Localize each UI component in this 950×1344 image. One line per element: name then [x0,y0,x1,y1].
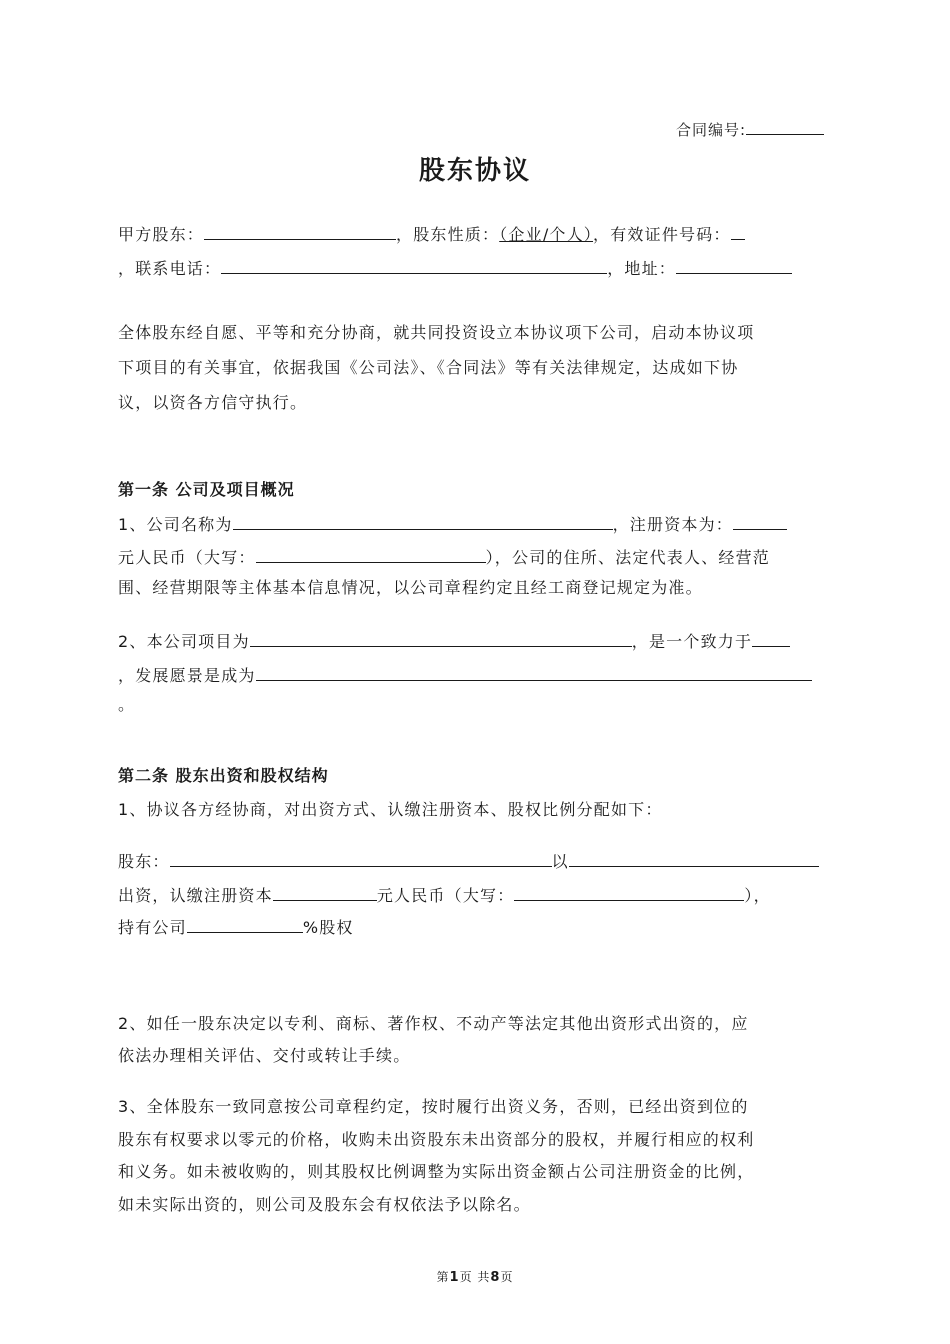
article-1-p1-line-2 [118,546,770,568]
party-line-2 [118,257,792,279]
equity-percent-blank [187,916,303,933]
article-1-p2-line-3: 。 [118,695,136,714]
total-pages: 8 [490,1270,501,1285]
equity-label: 持有公司 [118,918,187,937]
shareholder-line-3 [118,916,354,938]
address-blank [676,257,792,274]
article-1-p2-line-1 [118,630,790,652]
intro-line-3: 议，以资各方信守执行。 [118,393,308,412]
intro-line-2: 下项目的有关事宜，依据我国《公司法》、《合同法》等有关法律规定，达成如下协 [118,358,739,377]
footer-middle: 页 共 [459,1270,491,1284]
article-2-p1: 1、协议各方经协商，对出资方式、认缴注册资本、股权比例分配如下： [118,800,663,819]
article-1-p1-line-1 [118,513,787,535]
committed-to-label: ，是一个致力于 [631,632,753,651]
article-2-heading: 第二条 股东出资和股权结构 [118,766,329,785]
shareholder-label: 股东： [118,852,170,871]
capital-in-words-label: 元人民币（大写： [118,548,256,567]
shareholder-line-2 [118,884,771,906]
vision-blank [256,664,812,681]
contract-number-blank [746,118,824,135]
intro-line-1: 全体股东经自愿、平等和充分协商，就共同投资设立本协议项下公司，启动本协议项 [118,323,755,342]
article-2-p2-line-2: 依法办理相关评估、交付或转让手续。 [118,1046,411,1065]
page-footer [0,1268,950,1285]
party-a-label: 甲方股东： [118,225,205,244]
article-1-p2-line-2 [118,664,812,686]
shareholder-nature-label: ，股东性质： [396,225,500,244]
contract-number-field [676,118,824,140]
phone-blank [221,257,607,274]
company-name-label: 1、公司名称为 [118,515,233,534]
capital-in-words-blank [256,546,486,563]
shareholder-line-2-end: ）， [744,886,771,905]
id-number-label: ，有效证件号码： [593,225,731,244]
footer-prefix: 第 [436,1270,450,1284]
article-2-p3-line-1: 3、全体股东一致同意按公司章程约定，按时履行出资义务，否则，已经出资到位的 [118,1097,749,1116]
subscribed-capital-words-label: 元人民币（大写： [376,886,515,905]
subscribed-capital-words-blank [514,884,744,901]
registered-capital-label: ，注册资本为： [612,515,733,534]
page-number: 1 [449,1270,460,1285]
project-label: 2、本公司项目为 [118,632,250,651]
committed-to-blank [752,630,790,647]
id-number-blank [731,223,745,240]
vision-label: ，发展愿景是成为 [118,666,256,685]
contribution-form-blank [569,850,819,867]
document-title: 股东协议 [418,156,531,186]
article-2-p2-line-1: 2、如任一股东决定以专利、商标、著作权、不动产等法定其他出资形式出资的，应 [118,1014,749,1033]
phone-label: ，联系电话： [118,259,222,278]
article-2-p3-line-4: 如未实际出资的，则公司及股东会有权依法予以除名。 [118,1195,531,1214]
shareholder-name-blank [170,850,552,867]
address-label: ，地址： [607,259,677,278]
article-2-p3-line-2: 股东有权要求以零元的价格，收购未出资股东未出资部分的股权，并履行相应的权利 [118,1130,755,1149]
project-blank [250,630,632,647]
party-line-1 [118,223,745,245]
footer-suffix: 页 [500,1270,514,1284]
article-1-p1-text: ），公司的住所、法定代表人、经营范 [485,548,771,567]
shareholder-line-1 [118,850,819,872]
equity-suffix: %股权 [302,918,354,937]
shareholder-nature-value: （企业/个人） [499,225,594,244]
subscribed-capital-label: 出资，认缴注册资本 [118,886,273,905]
article-1-p1-line-3: 围、经营期限等主体基本信息情况，以公司章程约定且经工商登记规定为准。 [118,578,703,597]
contribution-form-label: 以 [551,852,569,871]
party-a-name-blank [204,223,396,240]
contract-number-label: 合同编号: [676,121,747,139]
article-1-heading: 第一条 公司及项目概况 [118,480,295,499]
subscribed-capital-blank [273,884,377,901]
company-name-blank [233,513,613,530]
registered-capital-blank [733,513,787,530]
article-2-p3-line-3: 和义务。如未被收购的，则其股权比例调整为实际出资金额占公司注册资金的比例， [118,1162,755,1181]
